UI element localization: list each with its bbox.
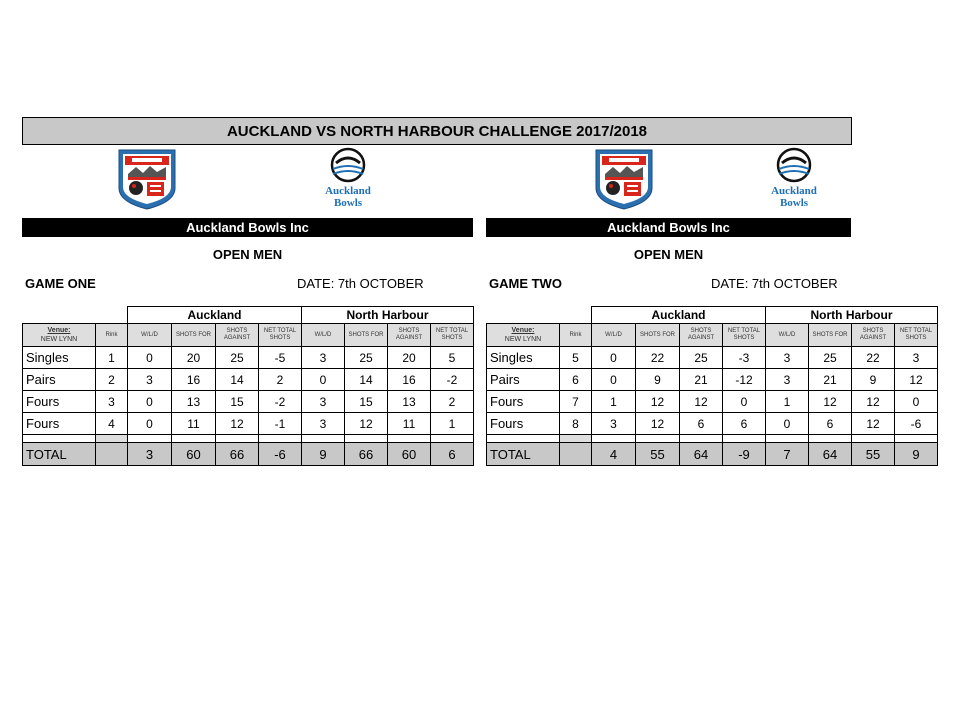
table-cell: 7 xyxy=(560,391,592,413)
table-cell: 3 xyxy=(128,369,172,391)
table-cell: 9 xyxy=(636,369,680,391)
table-cell: 3 xyxy=(302,413,345,435)
table-cell: 0 xyxy=(128,347,172,369)
table-cell: 0 xyxy=(128,413,172,435)
table-cell: 64 xyxy=(680,443,723,466)
event-cell: Singles xyxy=(23,347,96,369)
table-cell: 6 xyxy=(680,413,723,435)
table-cell: 6 xyxy=(809,413,852,435)
table-cell: -2 xyxy=(431,369,474,391)
table-cell: 20 xyxy=(388,347,431,369)
event-cell: Pairs xyxy=(23,369,96,391)
table-cell: 2 xyxy=(431,391,474,413)
game-label: GAME ONE xyxy=(25,276,96,291)
table-cell xyxy=(96,443,128,466)
event-cell: Pairs xyxy=(487,369,560,391)
column-header: Rink xyxy=(96,324,128,347)
game-date: DATE: 7th OCTOBER xyxy=(297,276,424,291)
table-cell: 4 xyxy=(592,443,636,466)
logo-text-line1: Auckland xyxy=(771,185,817,197)
spacer-cell xyxy=(852,435,895,443)
table-cell: 3 xyxy=(302,347,345,369)
category-heading: OPEN MEN xyxy=(212,247,283,262)
game-label: GAME TWO xyxy=(489,276,562,291)
table-cell: 25 xyxy=(345,347,388,369)
column-header: W/L/D xyxy=(128,324,172,347)
spacer-cell xyxy=(766,435,809,443)
table-cell: 12 xyxy=(636,413,680,435)
spacer-cell xyxy=(388,435,431,443)
event-cell: Fours xyxy=(23,391,96,413)
table-cell: 1 xyxy=(766,391,809,413)
table-cell: -5 xyxy=(259,347,302,369)
results-table-game-one xyxy=(22,306,474,466)
table-cell: 0 xyxy=(766,413,809,435)
table-cell: 1 xyxy=(96,347,128,369)
column-header: NET TOTAL SHOTS xyxy=(723,324,766,347)
table-cell: 0 xyxy=(128,391,172,413)
table-cell: 3 xyxy=(96,391,128,413)
table-cell: 12 xyxy=(809,391,852,413)
table-cell: 15 xyxy=(345,391,388,413)
spacer-cell xyxy=(172,435,216,443)
table-cell: 6 xyxy=(431,443,474,466)
table-cell: 3 xyxy=(895,347,938,369)
team-header-row xyxy=(487,307,938,324)
table-cell: 3 xyxy=(766,369,809,391)
table-cell: 13 xyxy=(388,391,431,413)
total-row xyxy=(487,443,938,466)
spacer-row xyxy=(23,435,474,443)
table-cell: 25 xyxy=(809,347,852,369)
spacer-cell xyxy=(128,435,172,443)
column-header: Rink xyxy=(560,324,592,347)
spacer-cell xyxy=(302,435,345,443)
auckland-bowls-logo xyxy=(318,147,378,209)
table-cell: 14 xyxy=(216,369,259,391)
table-cell: 22 xyxy=(852,347,895,369)
table-cell: 12 xyxy=(680,391,723,413)
spacer-cell xyxy=(96,435,128,443)
column-header-row xyxy=(23,324,474,347)
venue-name: NEW LYNN xyxy=(504,336,542,343)
table-cell: 13 xyxy=(172,391,216,413)
table-cell: 1 xyxy=(431,413,474,435)
table-cell: -3 xyxy=(723,347,766,369)
table-cell: 55 xyxy=(636,443,680,466)
spacer-cell xyxy=(487,435,560,443)
blank-cell xyxy=(487,307,592,324)
table-cell: 11 xyxy=(172,413,216,435)
column-header: SHOTS AGAINST xyxy=(216,324,259,347)
spacer-cell xyxy=(636,435,680,443)
table-cell: 25 xyxy=(216,347,259,369)
spacer-cell xyxy=(809,435,852,443)
table-cell: 60 xyxy=(172,443,216,466)
table-row xyxy=(23,391,474,413)
table-cell: 55 xyxy=(852,443,895,466)
auckland-bowls-logo xyxy=(764,147,824,209)
column-header: SHOTS FOR xyxy=(809,324,852,347)
org-banner: Auckland Bowls Inc xyxy=(486,218,851,237)
table-cell: 16 xyxy=(172,369,216,391)
table-cell: 22 xyxy=(636,347,680,369)
event-cell: Fours xyxy=(487,391,560,413)
column-header: SHOTS AGAINST xyxy=(388,324,431,347)
column-header: W/L/D xyxy=(302,324,345,347)
table-cell: 3 xyxy=(302,391,345,413)
column-header: W/L/D xyxy=(592,324,636,347)
table-cell: -6 xyxy=(259,443,302,466)
table-cell: 12 xyxy=(636,391,680,413)
table-cell: 12 xyxy=(852,391,895,413)
logo-text-line2: Bowls xyxy=(333,197,363,209)
event-cell: Fours xyxy=(23,413,96,435)
column-header: SHOTS AGAINST xyxy=(852,324,895,347)
table-cell: 5 xyxy=(560,347,592,369)
table-row xyxy=(487,369,938,391)
logo-text-line1: Auckland xyxy=(325,185,371,197)
column-header: NET TOTAL SHOTS xyxy=(259,324,302,347)
table-cell: 2 xyxy=(259,369,302,391)
column-header: SHOTS FOR xyxy=(172,324,216,347)
venue-cell xyxy=(487,324,560,347)
spacer-cell xyxy=(895,435,938,443)
category-heading: OPEN MEN xyxy=(633,247,704,262)
event-cell: Singles xyxy=(487,347,560,369)
table-cell: 0 xyxy=(592,347,636,369)
game-date: DATE: 7th OCTOBER xyxy=(711,276,838,291)
table-cell: 66 xyxy=(216,443,259,466)
table-cell: 14 xyxy=(345,369,388,391)
spacer-cell xyxy=(560,435,592,443)
table-cell: 0 xyxy=(592,369,636,391)
table-cell: 0 xyxy=(895,391,938,413)
table-cell xyxy=(560,443,592,466)
table-row xyxy=(23,413,474,435)
table-cell: 6 xyxy=(723,413,766,435)
table-cell: 1 xyxy=(592,391,636,413)
table-cell: 60 xyxy=(388,443,431,466)
table-cell: 6 xyxy=(560,369,592,391)
spacer-cell xyxy=(259,435,302,443)
table-cell: -12 xyxy=(723,369,766,391)
table-cell: 9 xyxy=(302,443,345,466)
table-row xyxy=(487,413,938,435)
column-header: W/L/D xyxy=(766,324,809,347)
spacer-cell xyxy=(345,435,388,443)
logo-text-line2: Bowls xyxy=(779,197,809,209)
team-north-harbour-header: North Harbour xyxy=(766,307,938,324)
table-cell: 21 xyxy=(680,369,723,391)
total-label: TOTAL xyxy=(487,443,560,466)
table-row xyxy=(487,391,938,413)
event-cell: Fours xyxy=(487,413,560,435)
spacer-cell xyxy=(592,435,636,443)
table-cell: 9 xyxy=(895,443,938,466)
venue-name: NEW LYNN xyxy=(40,336,78,343)
column-header: NET TOTAL SHOTS xyxy=(895,324,938,347)
table-cell: 21 xyxy=(809,369,852,391)
table-cell: 12 xyxy=(852,413,895,435)
table-cell: -2 xyxy=(259,391,302,413)
org-banner: Auckland Bowls Inc xyxy=(22,218,473,237)
column-header: SHOTS FOR xyxy=(345,324,388,347)
table-cell: 0 xyxy=(302,369,345,391)
table-cell: 12 xyxy=(895,369,938,391)
table-row xyxy=(23,347,474,369)
venue-label: Venue: xyxy=(511,327,535,334)
table-cell: 8 xyxy=(560,413,592,435)
table-cell: 16 xyxy=(388,369,431,391)
team-auckland-header: Auckland xyxy=(592,307,766,324)
table-row xyxy=(487,347,938,369)
spacer-cell xyxy=(431,435,474,443)
table-cell: 25 xyxy=(680,347,723,369)
table-cell: -6 xyxy=(895,413,938,435)
venue-label: Venue: xyxy=(47,327,71,334)
table-cell: 12 xyxy=(345,413,388,435)
column-header-row xyxy=(487,324,938,347)
table-cell: 7 xyxy=(766,443,809,466)
table-cell: 3 xyxy=(592,413,636,435)
venue-cell xyxy=(23,324,96,347)
spacer-row xyxy=(487,435,938,443)
table-row xyxy=(23,369,474,391)
table-cell: 3 xyxy=(766,347,809,369)
column-header: SHOTS AGAINST xyxy=(680,324,723,347)
team-auckland-header: Auckland xyxy=(128,307,302,324)
table-cell: 64 xyxy=(809,443,852,466)
team-north-harbour-header: North Harbour xyxy=(302,307,474,324)
table-cell: 2 xyxy=(96,369,128,391)
table-cell: 0 xyxy=(723,391,766,413)
table-cell: 9 xyxy=(852,369,895,391)
north-harbour-shield-logo xyxy=(593,148,655,210)
spacer-cell xyxy=(216,435,259,443)
table-cell: 5 xyxy=(431,347,474,369)
table-cell: 12 xyxy=(216,413,259,435)
team-header-row xyxy=(23,307,474,324)
total-label: TOTAL xyxy=(23,443,96,466)
column-header: NET TOTAL SHOTS xyxy=(431,324,474,347)
total-row xyxy=(23,443,474,466)
table-cell: -9 xyxy=(723,443,766,466)
north-harbour-shield-logo xyxy=(116,148,178,210)
spacer-cell xyxy=(23,435,96,443)
table-cell: -1 xyxy=(259,413,302,435)
spacer-cell xyxy=(680,435,723,443)
table-cell: 66 xyxy=(345,443,388,466)
spacer-cell xyxy=(723,435,766,443)
table-cell: 3 xyxy=(128,443,172,466)
results-table-game-two xyxy=(486,306,938,466)
blank-cell xyxy=(23,307,128,324)
page-title: AUCKLAND VS NORTH HARBOUR CHALLENGE 2017/2018 xyxy=(22,117,852,145)
column-header: SHOTS FOR xyxy=(636,324,680,347)
table-cell: 11 xyxy=(388,413,431,435)
table-cell: 4 xyxy=(96,413,128,435)
table-cell: 15 xyxy=(216,391,259,413)
table-cell: 20 xyxy=(172,347,216,369)
